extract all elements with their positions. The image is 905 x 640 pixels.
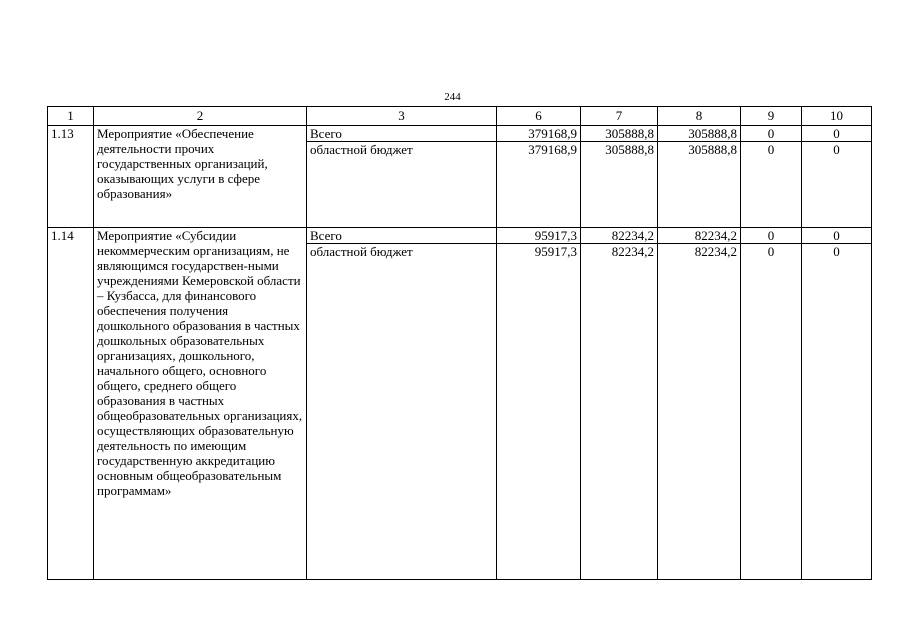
value-col-9: 0 (741, 142, 802, 228)
value-col-6: 379168,9 (497, 126, 581, 142)
value-col-7: 82234,2 (581, 228, 658, 244)
funding-source: Всего (307, 126, 497, 142)
table-header-row (48, 107, 872, 126)
value-col-6: 95917,3 (497, 244, 581, 580)
row-description: Мероприятие «Субсидии некоммерческим организациям, не являющимся государствен-ными учреждениями Кемеровской области – Кузбасса, для финансового обеспечения получения дошкольного образования в частных дошкольных образовательных организациях, дошкольного, начального общего, основного общего, среднего общего образования в частных общеобразовательных организациях, осуществляющих образовательную деятельность по имеющим государственную аккредитацию основным общеобразовательным программам» (94, 228, 307, 580)
value-col-10: 0 (802, 126, 872, 142)
budget-table (47, 106, 872, 580)
value-col-6: 95917,3 (497, 228, 581, 244)
value-col-9: 0 (741, 228, 802, 244)
value-col-8: 305888,8 (658, 142, 741, 228)
header-cell-2: 2 (94, 107, 307, 126)
value-col-9: 0 (741, 244, 802, 580)
funding-source: областной бюджет (307, 142, 497, 228)
value-col-8: 82234,2 (658, 228, 741, 244)
header-cell-8: 8 (658, 107, 741, 126)
header-cell-7: 7 (581, 107, 658, 126)
row-description: Мероприятие «Обеспечение деятельности прочих государственных организаций, оказывающих услуги в сфере образования» (94, 126, 307, 228)
table-row (48, 228, 872, 244)
value-col-7: 305888,8 (581, 126, 658, 142)
value-col-8: 305888,8 (658, 126, 741, 142)
header-cell-10: 10 (802, 107, 872, 126)
value-col-10: 0 (802, 142, 872, 228)
funding-source: Всего (307, 228, 497, 244)
value-col-8: 82234,2 (658, 244, 741, 580)
value-col-6: 379168,9 (497, 142, 581, 228)
value-col-10: 0 (802, 244, 872, 580)
header-cell-9: 9 (741, 107, 802, 126)
header-cell-1: 1 (48, 107, 94, 126)
row-number: 1.13 (48, 126, 94, 228)
value-col-7: 82234,2 (581, 244, 658, 580)
header-cell-3: 3 (307, 107, 497, 126)
value-col-7: 305888,8 (581, 142, 658, 228)
value-col-10: 0 (802, 228, 872, 244)
table-row (48, 126, 872, 142)
header-cell-6: 6 (497, 107, 581, 126)
page-number: 244 (444, 91, 461, 103)
funding-source: областной бюджет (307, 244, 497, 580)
value-col-9: 0 (741, 126, 802, 142)
row-number: 1.14 (48, 228, 94, 580)
